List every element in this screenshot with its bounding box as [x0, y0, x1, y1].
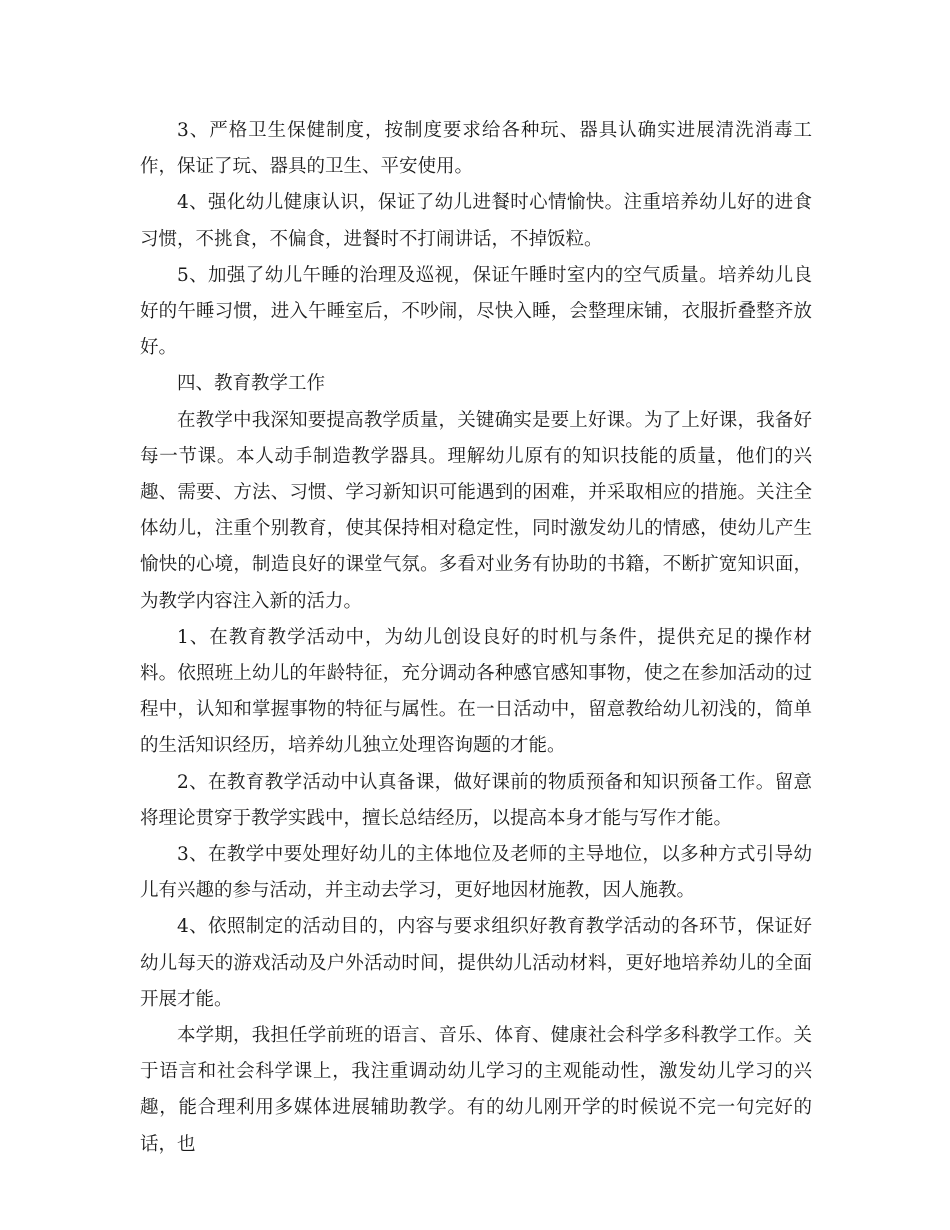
paragraph-nap-management: 5、加强了幼儿午睡的治理及巡视，保证午睡时室内的空气质量。培养幼儿良好的午睡习惯，进入午睡室后，不吵闹，尽快入睡，会整理床铺，衣服折叠整齐放好。: [140, 264, 812, 359]
paragraph-hygiene-rules: 3、严格卫生保健制度，按制度要求给各种玩、器具认确实进展清洗消毒工作，保证了玩、器具的卫生、平安使用。: [140, 120, 812, 178]
paragraph-teaching-item-1: 1、在教育教学活动中，为幼儿创设良好的时机与条件，提供充足的操作材料。依照班上幼儿的年龄特征，充分调动各种感官感知事物，使之在参加活动的过程中，认知和掌握事物的特征与属性。在一日活动中，留意教给幼儿初浅的，简单的生活知识经历，培养幼儿独立处理咨询题的才能。: [140, 626, 812, 757]
paragraph-health-awareness: 4、强化幼儿健康认识，保证了幼儿进餐时心情愉快。注重培养幼儿好的进食习惯，不挑食，不偏食，进餐时不打闹讲话，不掉饭粒。: [140, 192, 812, 250]
paragraph-teaching-item-4: 4、依照制定的活动目的，内容与要求组织好教育教学活动的各环节，保证好幼儿每天的游戏活动及户外活动时间，提供幼儿活动材料，更好地培养幼儿的全面开展才能。: [140, 916, 812, 1010]
paragraph-semester-subjects: 本学期，我担任学前班的语言、音乐、体育、健康社会科学多科教学工作。关于语言和社会科学课上，我注重调动幼儿学习的主观能动性，激发幼儿学习的兴趣，能合理利用多媒体进展辅助教学。有的幼儿刚开学的时候说不完一句完好的话，也: [140, 1025, 812, 1155]
paragraph-teaching-quality: 在教学中我深知要提高教学质量，关键确实是要上好课。为了上好课，我备好每一节课。本人动手制造教学器具。理解幼儿原有的知识技能的质量，他们的兴趣、需要、方法、习惯、学习新知识可能遇到的困难，并采取相应的措施。关注全体幼儿，注重个别教育，使其保持相对稳定性，同时激发幼儿的情感，使幼儿产生愉快的心境，制造良好的课堂气氛。多看对业务有协助的书籍，不断扩宽知识面，为教学内容注入新的活力。: [140, 409, 812, 612]
paragraph-teaching-item-3: 3、在教学中要处理好幼儿的主体地位及老师的主导地位，以多种方式引导幼儿有兴趣的参与活动，并主动去学习，更好地因材施教，因人施教。: [140, 844, 812, 902]
document-body: [140, 113, 812, 1163]
paragraph-teaching-item-2: 2、在教育教学活动中认真备课，做好课前的物质预备和知识预备工作。留意将理论贯穿于教学实践中，擅长总结经历，以提高本身才能与写作才能。: [140, 771, 812, 829]
section-heading-teaching-work: 四、教育教学工作: [177, 373, 326, 395]
